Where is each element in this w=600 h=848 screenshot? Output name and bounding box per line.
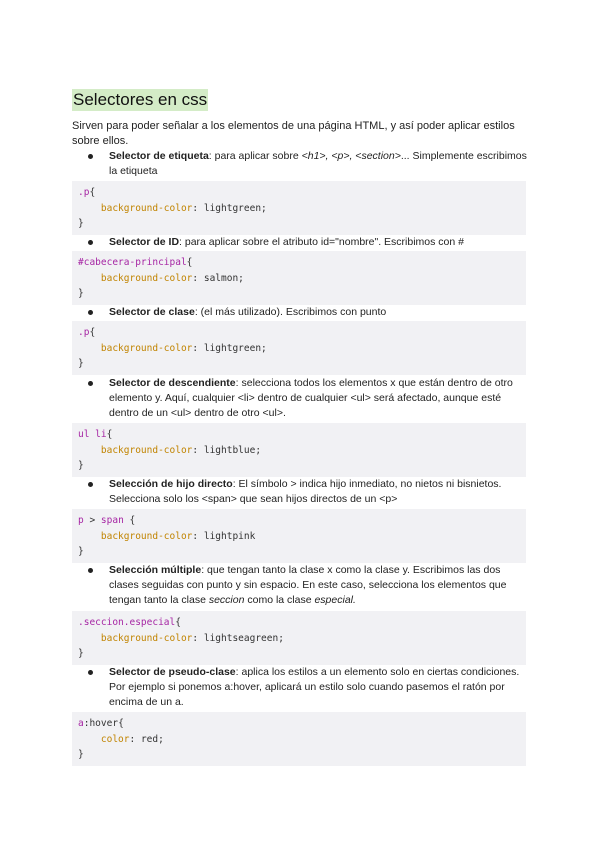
code-close-brace: } <box>78 218 84 229</box>
code-close-brace: } <box>78 358 84 369</box>
code-line <box>78 201 520 217</box>
bullet-dot <box>88 482 93 487</box>
bullet-text <box>109 665 528 710</box>
bullet-desc: : (el más utilizado). Escribimos con punto <box>194 306 387 318</box>
code-open-brace: { <box>186 257 193 268</box>
bullet-desc-cont: como la clase <box>244 594 315 606</box>
page-title: Selectores en css <box>73 90 208 109</box>
bullet-dot <box>88 240 93 245</box>
bullet-desc: : El símbolo > indica hijo inmediato, no nietos ni bisnietos. Selecciona solo los <span> que sean hijos directos de un <p> <box>109 478 502 505</box>
code-value: : lightgreen; <box>192 202 267 214</box>
bullet-term: Selección de hijo directo <box>109 478 233 490</box>
code-block-hijo-directo <box>72 509 526 563</box>
bullet-term: Selector de ID <box>109 236 180 248</box>
bullet-desc: : aplica los estilos a un elemento solo en ciertas condiciones. Por ejemplo si ponemos a:hover, aplicará un estilo solo cuando pasemos el ratón por encima de un a. <box>109 666 520 708</box>
code-selector: .p <box>78 187 90 198</box>
bullet-term: Selector de etiqueta <box>109 150 209 162</box>
code-pseudo: :hover <box>83 718 119 729</box>
bullet-hijo-directo <box>88 477 528 507</box>
bullet-text <box>109 563 528 608</box>
bullet-desc: : selecciona todos los elementos x que están dentro de otro elemento y. Aquí, cualquier <li> dentro de cualquier <ul> será afectado, aunque esté dentro de un <ul> dentro de otro <ul>. <box>109 377 513 419</box>
bullet-desc: : para aplicar sobre <box>208 150 302 162</box>
code-value: : lightpink <box>192 530 256 542</box>
code-line <box>78 255 520 271</box>
bullet-pseudo-clase <box>88 665 528 710</box>
bullet-dot <box>88 568 93 573</box>
code-line <box>78 341 520 357</box>
code-property: background-color <box>100 632 193 644</box>
code-block-clase <box>72 321 526 375</box>
code-property: background-color <box>100 530 193 542</box>
code-close-brace: } <box>78 648 84 659</box>
code-selector: span <box>100 515 124 526</box>
code-value: : salmon; <box>192 272 244 284</box>
bullet-dot <box>88 670 93 675</box>
code-line <box>78 216 520 232</box>
bullet-dot <box>88 310 93 315</box>
code-line <box>78 529 520 545</box>
code-line <box>78 443 520 459</box>
code-block-etiqueta <box>72 181 526 235</box>
bullet-text <box>109 305 528 320</box>
code-property: color <box>100 733 130 745</box>
bullet-desc-cont: ... Simplemente escribimos la etiqueta <box>109 150 527 177</box>
bullet-text <box>109 376 528 421</box>
code-close-brace: } <box>78 460 84 471</box>
code-selector: ul li <box>78 429 107 440</box>
code-block-multiple <box>72 611 526 665</box>
code-selector: #cabecera-principal <box>78 257 187 268</box>
bullet-selector-etiqueta <box>88 149 528 179</box>
code-selector: .seccion.especial <box>78 617 176 628</box>
code-open-brace: { <box>89 187 96 198</box>
code-close-brace: } <box>78 546 84 557</box>
code-selector: .p <box>78 327 90 338</box>
code-value: : lightseagreen; <box>192 632 284 644</box>
bullet-selector-id <box>88 235 528 250</box>
code-line <box>78 716 520 732</box>
intro-paragraph: Sirven para poder señalar a los elementos de una página HTML, y así poder aplicar estilos sobre ellos. <box>72 120 515 147</box>
code-combinator: > <box>83 515 101 526</box>
code-line <box>78 732 520 748</box>
code-block-pseudo-clase <box>72 712 526 766</box>
bullet-italic: especial. <box>314 594 356 606</box>
bullet-term: Selección múltiple <box>109 564 202 576</box>
bullet-italic: seccion <box>208 594 245 606</box>
code-property: background-color <box>100 342 193 354</box>
code-line <box>78 544 520 560</box>
code-block-descendiente <box>72 423 526 477</box>
code-line <box>78 747 520 763</box>
bullet-desc: : que tengan tanto la clase x como la clase y. Escribimos las dos clases seguidas con punto y sin espacio. En este caso, selecciona los elementos que tengan tanto la clase <box>109 564 507 606</box>
code-property: background-color <box>100 202 193 214</box>
code-line <box>78 356 520 372</box>
code-line <box>78 271 520 287</box>
code-line <box>78 513 520 529</box>
code-property: background-color <box>100 444 193 456</box>
bullet-desc: : para aplicar sobre el atributo id="nombre". Escribimos con # <box>179 236 464 248</box>
code-selector: p <box>78 515 84 526</box>
bullet-selector-descendiente <box>88 376 528 421</box>
code-open-brace: { <box>106 429 113 440</box>
code-line <box>78 427 520 443</box>
code-line <box>78 631 520 647</box>
bullet-text <box>109 477 528 507</box>
code-value: : lightgreen; <box>192 342 267 354</box>
bullet-dot <box>88 154 93 159</box>
code-block-id <box>72 251 526 305</box>
code-line <box>78 615 520 631</box>
code-open-brace: { <box>89 327 96 338</box>
code-open-brace: { <box>123 515 136 526</box>
bullet-term: Selector de pseudo-clase <box>109 666 236 678</box>
code-open-brace: { <box>118 718 124 729</box>
code-line <box>78 185 520 201</box>
bullet-text <box>109 149 528 179</box>
bullet-term: Selector de descendiente <box>109 377 236 389</box>
code-line <box>78 646 520 662</box>
bullet-seleccion-multiple <box>88 563 528 608</box>
bullet-dot <box>88 381 93 386</box>
code-line <box>78 458 520 474</box>
code-line <box>78 286 520 302</box>
code-selector: a <box>78 718 84 729</box>
code-open-brace: { <box>175 617 181 628</box>
code-value: : red; <box>129 733 164 745</box>
bullet-selector-clase <box>88 305 528 320</box>
code-close-brace: } <box>78 749 84 760</box>
code-property: background-color <box>100 272 193 284</box>
bullet-term: Selector de clase <box>109 306 195 318</box>
code-close-brace: } <box>78 288 84 299</box>
code-line <box>78 325 520 341</box>
code-value: : lightblue; <box>192 444 262 456</box>
bullet-italic: <h1>, <p>, <section> <box>301 150 401 162</box>
bullet-text <box>109 235 528 250</box>
